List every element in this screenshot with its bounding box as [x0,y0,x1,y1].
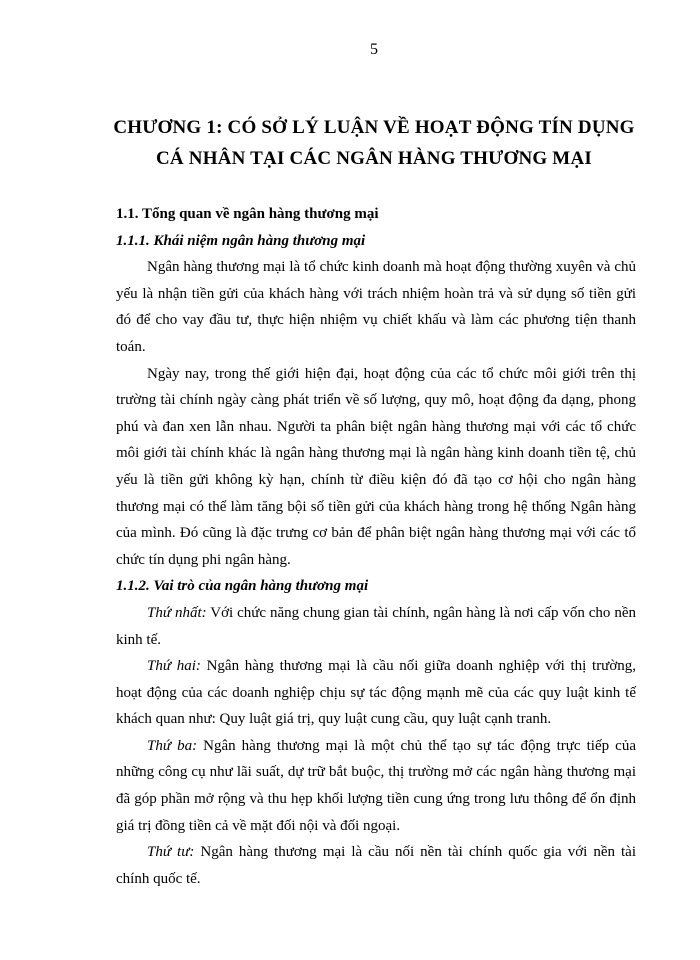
role-item-3 [116,733,636,839]
role-item-text: Ngân hàng thương mại là cầu nối nền tài chính quốc gia với nền tài chính quốc tế. [116,844,636,887]
subsection-heading-1-1-1: 1.1.1. Khái niệm ngân hàng thương mại [116,232,366,249]
role-item-text: Ngân hàng thương mại là cầu nối giữa doanh nghiệp với thị trường, hoạt động của các doanh nghiệp chịu sự tác động mạnh mẽ của các quy luật kinh tế khách quan như: Quy luật giá trị, quy luật cung cầu, quy luật cạnh tranh. [116,658,636,728]
role-item-4 [116,839,636,892]
subsection-heading-1-1-2: 1.1.2. Vai trò của ngân hàng thương mại [116,578,369,595]
role-item-lead: Thứ nhất: [147,604,207,621]
role-item-text: Ngân hàng thương mại là một chủ thể tạo sự tác động trực tiếp của những công cụ như lãi suất, dự trữ bắt buộc, thị trường mở các ngân hàng thương mại đã góp phần mở rộng và thu hẹp khối lượng tiền cung ứng trong lưu thông để ổn định giá trị đồng tiền cả về mặt đối nội và đối ngoại. [116,737,636,834]
page-number: 5 [370,41,378,58]
chapter-title [100,112,648,174]
role-item-lead: Thứ hai: [147,658,201,675]
role-item-lead: Thứ ba: [147,737,198,754]
role-item-lead: Thứ tư: [147,844,195,861]
paragraph: Ngày nay, trong thế giới hiện đại, hoạt động của các tổ chức môi giới trên thị trường tài chính ngày càng phát triển về số lượng, quy mô, hoạt động đa dạng, phong phú và đan xen lẫn nhau. Người ta phân biệt ngân hàng thương mại với các tổ chức môi giới tài chính khác là ngân hàng thương mại là ngân hàng kinh doanh tiền tệ, chủ yếu là tiền gửi không kỳ hạn, chính từ điều kiện đó đã tạo cơ hội cho ngân hàng thương mại có thể làm tăng bội số tiền gửi của khách hàng trong hệ thống Ngân hàng của mình. Đó cũng là đặc trưng cơ bản để phân biệt ngân hàng thương mại với các tổ chức tín dụng phi ngân hàng. [116,365,636,568]
section-heading-1-1: 1.1. Tổng quan về ngân hàng thương mại [116,206,379,222]
chapter-title-line-2: CÁ NHÂN TẠI CÁC NGÂN HÀNG THƯƠNG MẠI [156,148,592,169]
paragraph: Ngân hàng thương mại là tổ chức kinh doanh mà hoạt động thường xuyên và chủ yếu là nhận tiền gửi của khách hàng với trách nhiệm hoàn trả và sử dụng số tiền gửi đó để cho vay đầu tư, thực hiện nhiệm vụ chiết khấu và làm các phương tiện thanh toán. [116,259,636,355]
body-text [116,201,636,892]
role-item-text: Với chức năng chung gian tài chính, ngân hàng là nơi cấp vốn cho nền kinh tế. [116,604,637,648]
role-item-1 [116,600,636,653]
role-item-2 [116,653,636,733]
chapter-title-line-1: CHƯƠNG 1: CÓ SỞ LÝ LUẬN VỀ HOẠT ĐỘNG TÍN DỤNG [113,117,635,138]
